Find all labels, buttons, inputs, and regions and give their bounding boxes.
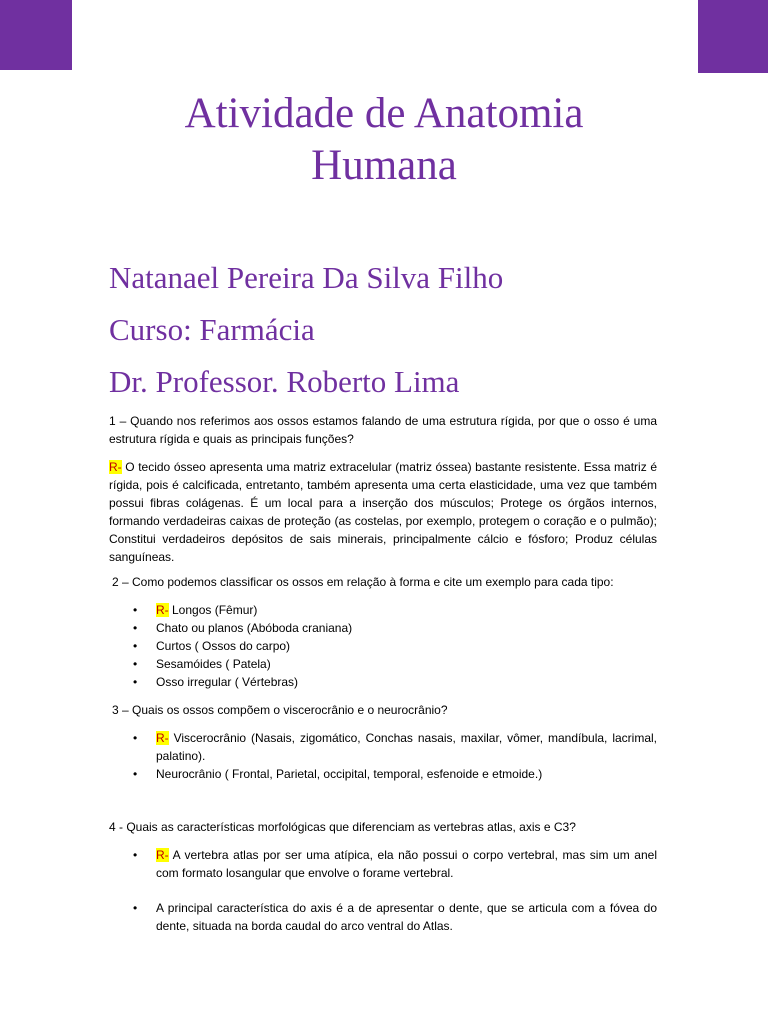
answer-marker: R- (156, 731, 169, 745)
bullet-icon: • (133, 621, 138, 635)
list-item (109, 765, 657, 783)
list-item-text: Viscerocrânio (Nasais, zigomático, Conchas nasais, maxilar, vômer, mandíbula, lacrimal, palatino). (156, 731, 657, 763)
list-item-text: Osso irregular ( Vértebras) (156, 675, 299, 689)
document-title (0, 88, 768, 192)
bullet-icon: • (133, 639, 138, 653)
question-2: 2 – Como podemos classificar os ossos em relação à forma e cite um exemplo para cada tipo: (112, 575, 614, 589)
corner-decoration-right (698, 0, 768, 73)
bullet-icon: • (133, 657, 138, 671)
bullet-icon: • (133, 901, 138, 915)
bullet-icon: • (133, 603, 138, 617)
bullet-icon: • (133, 675, 138, 689)
list-item (109, 673, 657, 691)
student-name: Natanael Pereira Da Silva Filho (109, 260, 504, 295)
bullet-icon: • (133, 731, 138, 745)
list-item (109, 655, 657, 673)
list-item-text: Chato ou planos (Abóboda craniana) (156, 621, 353, 635)
list-item-text: Longos (Fêmur) (168, 603, 258, 617)
answer-1-text: O tecido ósseo apresenta uma matriz extracelular (matriz óssea) bastante resistente. Essa matriz é rígida, pois é calcificada, entretanto, também apresenta uma certa elasticidade, uma vez que também possui fibras colágenas. É um local para a inserção dos músculos; Protege os órgãos internos, formando verdadeiras caixas de proteção (as costelas, por exemplo, protegem o coração e o pulmão); Constitui verdadeiros depósitos de sais minerais, principalmente cálcio e fósforo; Produz células sanguíneas. (109, 460, 657, 564)
answer-4-list (109, 846, 657, 935)
answer-3-list (109, 729, 657, 783)
answer-marker: R- (156, 848, 169, 862)
question-3: 3 – Quais os ossos compõem o viscerocrânio e o neurocrânio? (112, 703, 448, 717)
list-item-text: Neurocrânio ( Frontal, Parietal, occipital, temporal, esfenoide e etmoide.) (156, 767, 543, 781)
course-name: Curso: Farmácia (109, 312, 315, 347)
title-line-2: Humana (311, 142, 457, 189)
list-item (109, 637, 657, 655)
list-item-text: A principal característica do axis é a de apresentar o dente, que se articula com a fóvea do dente, situada na borda caudal do arco ventral do Atlas. (156, 901, 657, 933)
corner-decoration-left (0, 0, 72, 70)
list-item (109, 899, 657, 935)
answer-2-list (109, 601, 657, 691)
list-item-text: Sesamóides ( Patela) (156, 657, 271, 671)
answer-marker: R- (156, 603, 169, 617)
bullet-icon: • (133, 848, 138, 862)
answer-marker: R- (109, 460, 122, 474)
answer-1 (109, 458, 657, 566)
list-item (109, 729, 657, 765)
bullet-icon: • (133, 767, 138, 781)
question-1: 1 – Quando nos referimos aos ossos estamos falando de uma estrutura rígida, por que o osso é uma estrutura rígida e quais as principais funções? (109, 414, 657, 446)
list-item (109, 619, 657, 637)
list-item-text: A vertebra atlas por ser uma atípica, ela não possui o corpo vertebral, mas sim um anel com formato losangular que envolve o forame vertebral. (156, 848, 657, 880)
list-item (109, 601, 657, 619)
professor-name: Dr. Professor. Roberto Lima (109, 364, 460, 399)
title-line-1: Atividade de Anatomia (184, 90, 584, 137)
list-item (109, 846, 657, 882)
list-item-text: Curtos ( Ossos do carpo) (156, 639, 291, 653)
question-4: 4 - Quais as características morfológicas que diferenciam as vertebras atlas, axis e C3? (109, 820, 576, 834)
